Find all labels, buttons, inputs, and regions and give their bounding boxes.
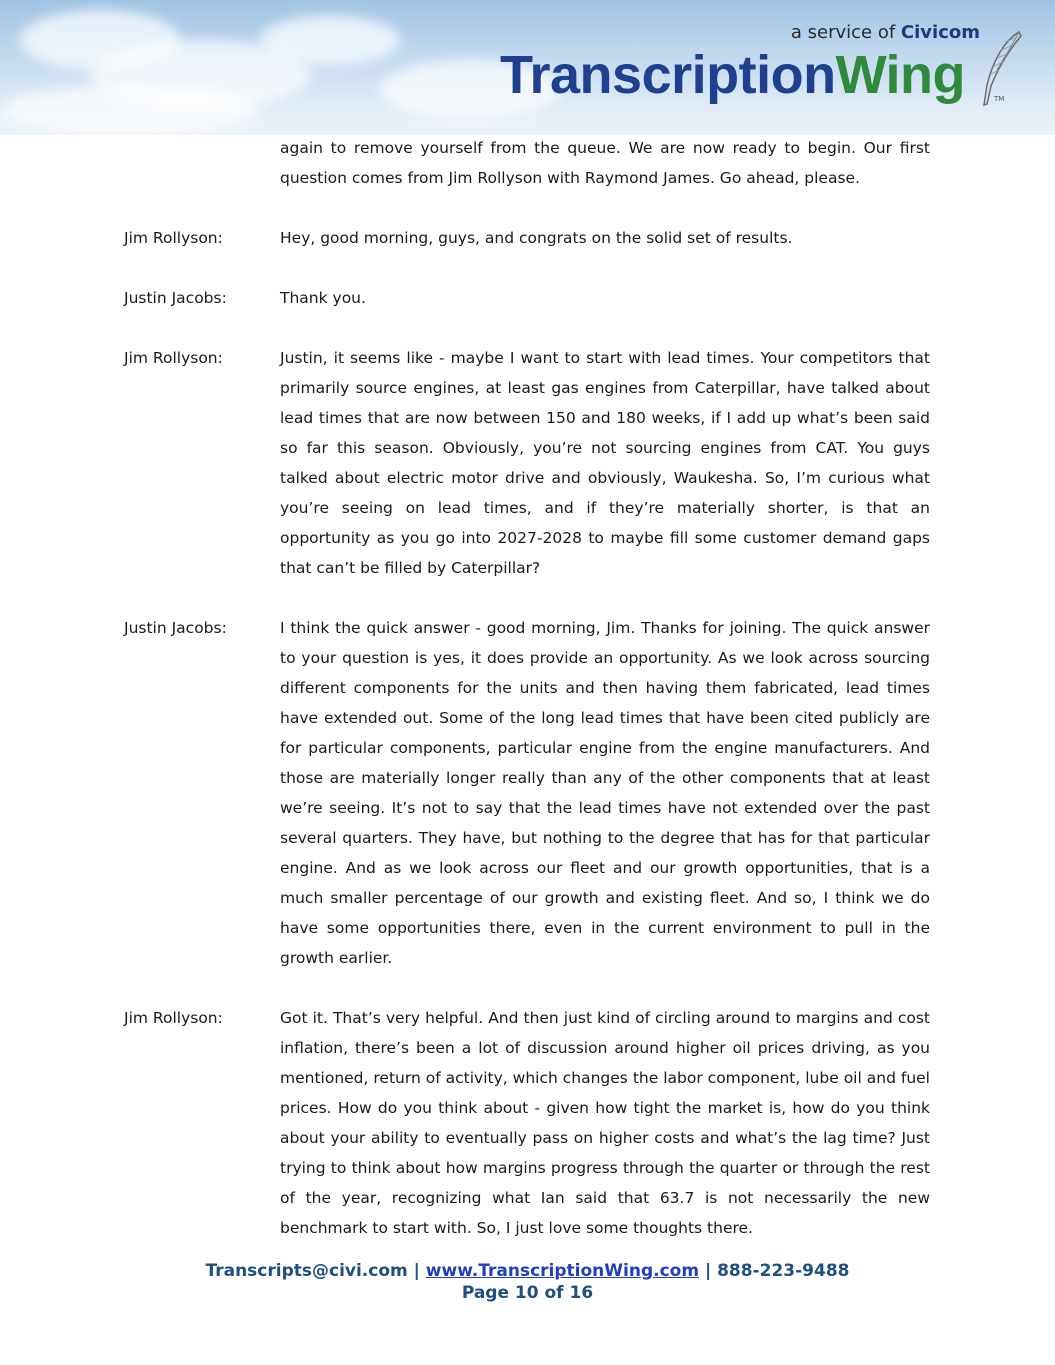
speech-text: Hey, good morning, guys, and congrats on the solid set of results. bbox=[280, 229, 793, 247]
page-footer bbox=[0, 1260, 1055, 1304]
speech-text: Got it. That’s very helpful. And then just kind of circling around to margins and cost inflation, there’s been a lot of discussion around higher oil prices driving, as you mentioned, return of activity, which changes the labor component, lube oil and fuel prices. How do you think about - given how tight the market is, how do you think about your ability to eventually pass on higher costs and what’s the lag time? Just trying to think about how margins progress through the quarter or through the rest of the year, recognizing what Ian said that 63.7 is not necessarily the new benchmark to start with. So, I just love some thoughts there. bbox=[280, 1009, 930, 1237]
speaker-name: Jim Rollyson: bbox=[124, 229, 223, 247]
speaker-name: Justin Jacobs: bbox=[124, 289, 227, 307]
transcript-entry bbox=[0, 343, 1055, 583]
transcript-entry bbox=[0, 613, 1055, 973]
speech-text: Thank you. bbox=[280, 289, 366, 307]
speech-text: I think the quick answer - good morning, Jim. Thanks for joining. The quick answer to your question is yes, it does provide an opportunity. As we look across sourcing different components for the units and then having them fabricated, lead times have extended out. Some of the long lead times that have been cited publicly are for particular components, particular engine from the engine manufacturers. And those are materially longer really than any of the other components that at least we’re seeing. It’s not to say that the lead times have not extended over the past several quarters. They have, but nothing to the degree that has for that particular engine. And as we look across our fleet and our growth opportunities, that is a much smaller percentage of our growth and existing fleet. And so, I think we do have some opportunities there, even in the current environment to pull in the growth earlier. bbox=[280, 619, 930, 967]
logo-transcription: Transcription bbox=[500, 45, 836, 105]
transcript-entry bbox=[0, 283, 1055, 313]
speech-text: Justin, it seems like - maybe I want to start with lead times. Your competitors that primarily source engines, at least gas engines from Caterpillar, have talked about lead times that are now between 150 and 180 weeks, if I add up what’s been said so far this season. Obviously, you’re not sourcing engines from CAT. You guys talked about electric motor drive and obviously, Waukesha. So, I’m curious what you’re seeing on lead times, and if they’re materially shorter, is that an opportunity as you go into 2027-2028 to maybe fill some customer demand gaps that can’t be filled by Caterpillar? bbox=[280, 349, 930, 577]
page-number: Page 10 of 16 bbox=[461, 1283, 594, 1303]
website-link[interactable]: www.TranscriptionWing.com bbox=[425, 1261, 700, 1281]
logo-wing: Wing bbox=[835, 45, 966, 105]
contact-line bbox=[0, 1260, 1055, 1282]
contact-phone: 888-223-9488 bbox=[717, 1261, 850, 1281]
cloud-decoration bbox=[260, 15, 400, 65]
separator: | bbox=[699, 1261, 718, 1281]
speaker-name: Jim Rollyson: bbox=[124, 1009, 223, 1027]
speaker-name: Justin Jacobs: bbox=[124, 619, 227, 637]
transcript-entry bbox=[0, 133, 1055, 193]
transcript-entry bbox=[0, 223, 1055, 253]
page-header bbox=[0, 0, 1055, 135]
speaker-name: Jim Rollyson: bbox=[124, 349, 223, 367]
civicom-brand: Civicom bbox=[900, 22, 980, 43]
speech-text: again to remove yourself from the queue. We are now ready to begin. Our first question comes from Jim Rollyson with Raymond James. Go ahead, please. bbox=[280, 139, 930, 187]
service-tagline bbox=[791, 22, 980, 43]
transcript-body bbox=[0, 133, 1055, 1243]
cloud-decoration bbox=[0, 85, 260, 135]
contact-email: Transcripts@civi.com bbox=[205, 1261, 408, 1281]
transcriptionwing-logo bbox=[500, 44, 965, 106]
transcript-entry bbox=[0, 1003, 1055, 1243]
separator: | bbox=[407, 1261, 426, 1281]
trademark-mark: TM bbox=[994, 95, 1005, 103]
service-prefix: a service of bbox=[790, 22, 896, 43]
